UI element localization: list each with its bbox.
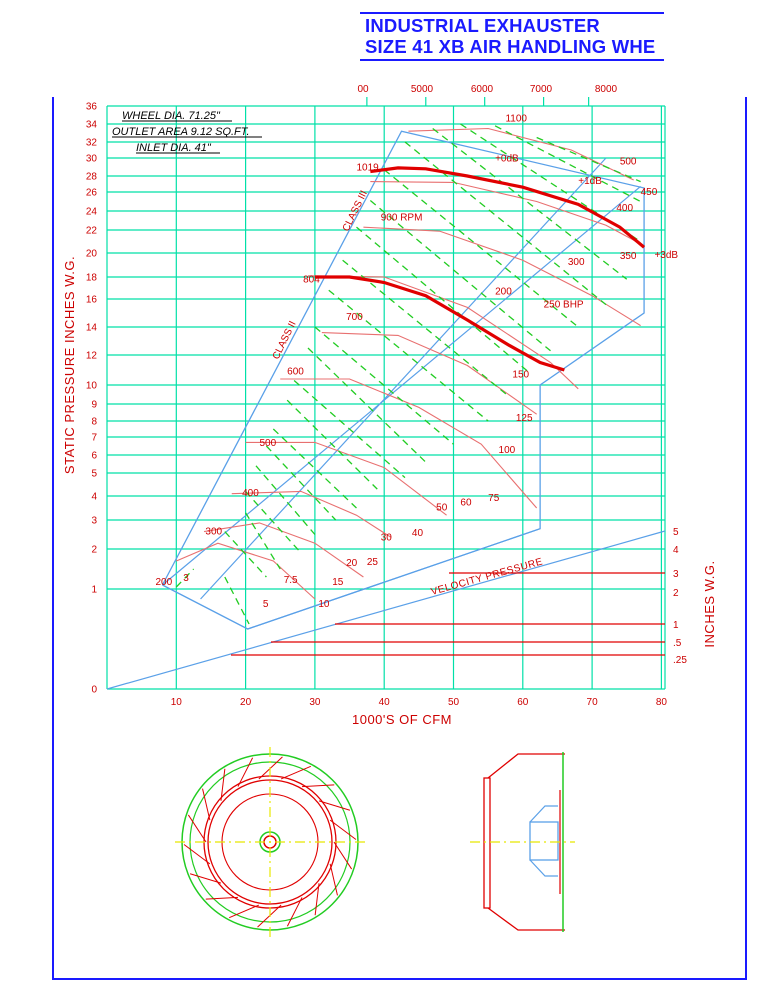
- y-tick-label: 8: [91, 416, 97, 428]
- y-tick-label: 28: [85, 171, 97, 183]
- right-axis-tick: 5: [673, 527, 679, 538]
- x-tick-label: 10: [170, 697, 182, 708]
- bhp-label: 150: [512, 369, 530, 381]
- rpm-label: 300: [205, 526, 223, 538]
- y-axis-title: STATIC PRESSURE INCHES W.G.: [62, 255, 77, 475]
- y-tick-label: 4: [91, 491, 97, 503]
- wheel-blade: [229, 905, 259, 918]
- wheel-blade: [281, 766, 311, 779]
- y-tick-label: 34: [85, 119, 97, 131]
- side-view-hub-taper: [530, 860, 558, 876]
- side-view-hub-taper: [530, 806, 558, 822]
- top-axis-tick: 00: [357, 84, 369, 95]
- side-view-hub: [530, 822, 558, 860]
- class-iii-label: CLASS III: [340, 189, 370, 234]
- x-tick-label: 20: [240, 697, 252, 708]
- y-tick-label: 5: [91, 468, 97, 480]
- y-tick-label: 0: [91, 684, 97, 696]
- wheel-blade: [302, 785, 334, 787]
- y-tick-label: 32: [85, 137, 97, 149]
- wheel-blade: [319, 801, 350, 810]
- wheel-blade: [330, 820, 356, 839]
- y-tick-label: 3: [91, 515, 97, 527]
- wheel-blade: [190, 874, 221, 883]
- bhp-label: 40: [411, 527, 424, 539]
- bhp-line: [433, 129, 627, 280]
- bhp-label: 3: [183, 573, 189, 584]
- bhp-label: 50: [436, 502, 448, 514]
- top-axis-tick: 6000: [470, 84, 494, 95]
- rpm-label: 400: [242, 488, 259, 499]
- rpm-label: 1100: [505, 113, 527, 125]
- spec-outlet-area: OUTLET AREA 9.12 SQ.FT.: [112, 126, 250, 138]
- bhp-line: [246, 491, 301, 553]
- spec-box: [112, 110, 262, 154]
- right-axis-tick: .5: [673, 638, 682, 649]
- rpm-curve: [246, 442, 447, 515]
- top-axis-tick: 8000: [594, 84, 618, 95]
- bhp-label: 20: [346, 558, 358, 570]
- y-tick-label: 18: [85, 272, 97, 284]
- right-axis-tick: 4: [673, 545, 679, 556]
- db-label: +0dB: [495, 153, 519, 165]
- y-tick-label: 1: [91, 584, 97, 596]
- bhp-label: 100: [498, 445, 516, 457]
- bhp-label: 125: [515, 413, 533, 424]
- rpm-label: 1019: [356, 162, 379, 174]
- y-tick-label: 9: [91, 399, 97, 411]
- side-view-shroud-top: [488, 754, 565, 778]
- chart-overlays: [107, 113, 678, 689]
- bhp-label: 30: [380, 532, 392, 544]
- y-tick-label: 24: [85, 206, 97, 218]
- y-tick-label: 14: [85, 322, 97, 334]
- title-line-1: INDUSTRIAL EXHAUSTER: [365, 15, 600, 36]
- y-tick-label: 36: [85, 101, 97, 113]
- bhp-label: 7.5: [283, 575, 298, 586]
- rpm-label: 600: [287, 366, 304, 378]
- wheel-blade: [287, 897, 302, 926]
- x-axis-title: 1000'S OF CFM: [351, 712, 453, 727]
- rpm-curve: [308, 276, 578, 389]
- top-axis-tick: 7000: [529, 84, 553, 95]
- rpm-label: 200: [155, 577, 173, 588]
- bhp-label: 60: [460, 497, 472, 509]
- bhp-label: 25: [366, 557, 378, 568]
- class-ii-line: [201, 158, 606, 599]
- velocity-pressure-label: VELOCITY PRESSURE: [429, 556, 545, 598]
- y-tick-label: 22: [85, 225, 97, 237]
- bhp-label: 250 BHP: [543, 299, 584, 311]
- bhp-label: 200: [495, 286, 512, 298]
- y-tick-label: 30: [85, 153, 97, 165]
- y-tick-label: 6: [91, 450, 97, 462]
- bhp-line: [405, 142, 606, 305]
- bhp-label: 15: [332, 577, 344, 588]
- right-axis-tick: .25: [673, 655, 687, 666]
- rpm-label: 700: [346, 312, 363, 323]
- wheel-drawings: [175, 747, 575, 937]
- spec-inlet-dia: INLET DIA. 41": [136, 142, 211, 154]
- wheel-blade: [206, 897, 238, 899]
- title-line-2: SIZE 41 XB AIR HANDLING WHE: [365, 36, 656, 57]
- right-axis-tick: 3: [673, 569, 679, 580]
- bhp-label: 5: [262, 599, 269, 610]
- y-tick-label: 7: [91, 432, 97, 444]
- bhp-label: 500: [619, 156, 637, 168]
- right-axis-title: INCHES W.G.: [702, 560, 717, 648]
- y-tick-label: 26: [85, 187, 97, 199]
- rpm-curve: [322, 333, 537, 415]
- x-tick-label: 80: [655, 697, 667, 708]
- y-tick-label: 20: [85, 248, 97, 260]
- top-axis-tick: 5000: [410, 84, 434, 95]
- db-curve-1dB: [315, 277, 564, 370]
- x-tick-label: 30: [309, 697, 321, 708]
- x-tick-label: 70: [586, 697, 598, 708]
- db-label: +3dB: [654, 249, 679, 261]
- x-tick-label: 50: [447, 697, 460, 708]
- rpm-label: 900 RPM: [380, 212, 423, 224]
- class-outline: [162, 131, 644, 629]
- right-axis-tick: 1: [673, 620, 679, 631]
- y-tick-label: 2: [91, 544, 97, 556]
- y-tick-label: 12: [85, 350, 97, 362]
- bhp-label: 400: [616, 203, 634, 214]
- y-tick-label: 16: [85, 294, 97, 306]
- rpm-label: 804: [303, 274, 320, 286]
- bhp-label: 10: [318, 599, 330, 610]
- bhp-label: 450: [640, 186, 658, 198]
- bhp-label: 350: [619, 251, 637, 262]
- side-view-inlet: [484, 778, 490, 908]
- bhp-label: 300: [567, 257, 585, 268]
- side-view-shroud-bottom: [488, 908, 565, 930]
- spec-wheel-dia: WHEEL DIA. 71.25": [122, 110, 220, 122]
- class-iii-line: [162, 186, 640, 585]
- rpm-label: 500: [259, 438, 277, 449]
- bhp-label: 75: [488, 492, 500, 504]
- db-label: +1dB: [578, 176, 602, 187]
- wheel-blade: [238, 758, 253, 787]
- x-tick-label: 40: [378, 697, 390, 708]
- right-axis-tick: 2: [673, 588, 679, 599]
- class-ii-label: CLASS II: [270, 319, 299, 362]
- x-tick-label: 60: [517, 697, 529, 708]
- y-tick-label: 10: [85, 380, 97, 392]
- wheel-blade: [184, 844, 210, 863]
- bhp-line: [266, 446, 335, 520]
